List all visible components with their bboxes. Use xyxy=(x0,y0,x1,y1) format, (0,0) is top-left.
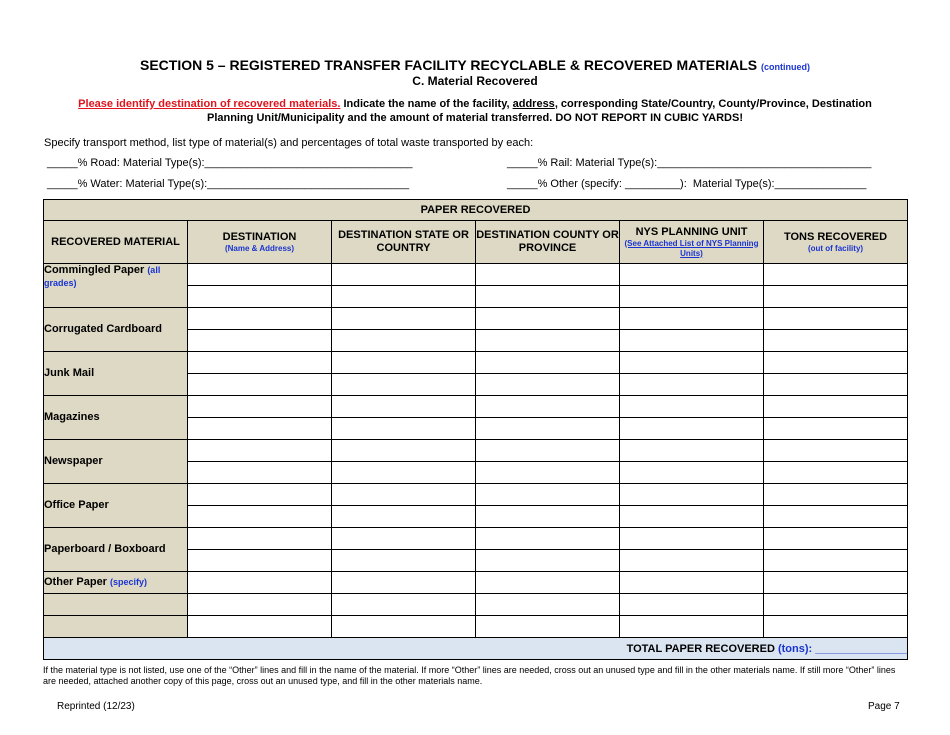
input-cell[interactable] xyxy=(620,440,764,462)
input-cell[interactable] xyxy=(332,528,476,550)
footnote: If the material type is not listed, use one of the “Other” lines and fill in the name of the material. If more “Other” lines are needed, cross out an unused type and fill in the other materials name. If still more “Other” lines are needed, attached another copy of this page, cross out an unused type, and fill in the other materials name. xyxy=(43,665,896,686)
input-cell[interactable] xyxy=(188,484,332,506)
input-cell[interactable] xyxy=(332,330,476,352)
input-cell[interactable] xyxy=(476,352,620,374)
input-cell[interactable] xyxy=(476,506,620,528)
input-cell[interactable] xyxy=(332,462,476,484)
input-cell[interactable] xyxy=(476,330,620,352)
table-row xyxy=(44,440,908,462)
input-cell[interactable] xyxy=(332,418,476,440)
input-cell[interactable] xyxy=(476,396,620,418)
input-cell[interactable] xyxy=(188,594,332,616)
input-cell[interactable] xyxy=(332,352,476,374)
input-cell[interactable] xyxy=(620,528,764,550)
input-cell[interactable] xyxy=(620,462,764,484)
input-cell[interactable] xyxy=(476,594,620,616)
input-cell[interactable] xyxy=(188,286,332,308)
input-cell[interactable] xyxy=(332,594,476,616)
input-cell[interactable] xyxy=(188,616,332,638)
material-magazines: Magazines xyxy=(44,396,188,440)
table-row xyxy=(44,572,908,594)
input-cell[interactable] xyxy=(332,550,476,572)
input-cell[interactable] xyxy=(620,550,764,572)
material-other-blank[interactable] xyxy=(44,616,188,638)
total-paper-recovered[interactable]: TOTAL PAPER RECOVERED (tons): _______________ xyxy=(44,638,908,660)
input-cell[interactable] xyxy=(476,418,620,440)
material-other-blank[interactable] xyxy=(44,594,188,616)
reprint-date: Reprinted (12/23) xyxy=(57,701,135,712)
input-cell[interactable] xyxy=(620,374,764,396)
material-paperboard: Paperboard / Boxboard xyxy=(44,528,188,572)
input-cell[interactable] xyxy=(188,330,332,352)
input-cell[interactable] xyxy=(476,616,620,638)
table-row xyxy=(44,396,908,418)
col-header-material: RECOVERED MATERIAL xyxy=(44,221,188,264)
instruction-highlight: Please identify destination of recovered materials. xyxy=(78,98,341,110)
input-cell[interactable] xyxy=(332,572,476,594)
input-cell[interactable] xyxy=(332,506,476,528)
input-cell[interactable] xyxy=(188,352,332,374)
table-row xyxy=(44,528,908,550)
table-row xyxy=(44,484,908,506)
transport-instructions: Specify transport method, list type of material(s) and percentages of total waste transported by each: xyxy=(44,137,534,149)
input-cell[interactable] xyxy=(764,506,908,528)
table-section-title: PAPER RECOVERED xyxy=(44,200,908,221)
input-cell[interactable] xyxy=(764,308,908,330)
input-cell[interactable] xyxy=(764,484,908,506)
water-transport-field[interactable]: _____% Water: Material Type(s):_________________________________ xyxy=(47,178,410,190)
input-cell[interactable] xyxy=(764,528,908,550)
material-other-paper: Other Paper (specify) xyxy=(44,572,188,594)
input-cell[interactable] xyxy=(620,286,764,308)
input-cell[interactable] xyxy=(476,440,620,462)
input-cell[interactable] xyxy=(764,440,908,462)
col-header-state: DESTINATION STATE OR COUNTRY xyxy=(332,221,476,264)
section-subtitle: C. Material Recovered xyxy=(412,74,538,88)
table-row xyxy=(44,308,908,330)
input-cell[interactable] xyxy=(476,528,620,550)
material-commingled: Commingled Paper (all grades) xyxy=(44,264,188,308)
paper-recovered-table xyxy=(43,199,908,660)
input-cell[interactable] xyxy=(620,308,764,330)
input-cell[interactable] xyxy=(188,418,332,440)
input-cell[interactable] xyxy=(332,264,476,286)
page-number: Page 7 xyxy=(868,701,900,712)
table-row xyxy=(44,594,908,616)
input-cell[interactable] xyxy=(332,308,476,330)
input-cell[interactable] xyxy=(620,506,764,528)
input-cell[interactable] xyxy=(620,396,764,418)
input-cell[interactable] xyxy=(476,462,620,484)
input-cell[interactable] xyxy=(764,286,908,308)
input-cell[interactable] xyxy=(620,264,764,286)
input-cell[interactable] xyxy=(764,264,908,286)
material-junk-mail: Junk Mail xyxy=(44,352,188,396)
input-cell[interactable] xyxy=(332,396,476,418)
table-row xyxy=(44,264,908,286)
input-cell[interactable] xyxy=(332,286,476,308)
input-cell[interactable] xyxy=(764,396,908,418)
col-header-planning-unit: NYS PLANNING UNIT (See Attached List of NYS Planning Units) xyxy=(620,221,764,264)
input-cell[interactable] xyxy=(332,440,476,462)
input-cell[interactable] xyxy=(620,484,764,506)
instructions: Please identify destination of recovered materials. Indicate the name of the facility, address, corresponding State/Country, County/Province, Destination Planning Unit/Municipality and the amount of material transferred. DO NOT REPORT IN CUBIC YARDS! xyxy=(78,98,872,124)
input-cell[interactable] xyxy=(764,594,908,616)
input-cell[interactable] xyxy=(764,418,908,440)
col-header-county: DESTINATION COUNTY OR PROVINCE xyxy=(476,221,620,264)
input-cell[interactable] xyxy=(620,616,764,638)
input-cell[interactable] xyxy=(188,440,332,462)
input-cell[interactable] xyxy=(476,550,620,572)
input-cell[interactable] xyxy=(188,396,332,418)
table-row xyxy=(44,616,908,638)
input-cell[interactable] xyxy=(764,352,908,374)
input-cell[interactable] xyxy=(764,616,908,638)
input-cell[interactable] xyxy=(476,308,620,330)
input-cell[interactable] xyxy=(764,550,908,572)
input-cell[interactable] xyxy=(332,374,476,396)
input-cell[interactable] xyxy=(620,594,764,616)
input-cell[interactable] xyxy=(476,572,620,594)
input-cell[interactable] xyxy=(188,550,332,572)
input-cell[interactable] xyxy=(476,374,620,396)
input-cell[interactable] xyxy=(188,572,332,594)
input-cell[interactable] xyxy=(764,330,908,352)
input-cell[interactable] xyxy=(620,352,764,374)
input-cell[interactable] xyxy=(764,374,908,396)
input-cell[interactable] xyxy=(620,572,764,594)
input-cell[interactable] xyxy=(188,528,332,550)
input-cell[interactable] xyxy=(188,374,332,396)
input-cell[interactable] xyxy=(476,286,620,308)
input-cell[interactable] xyxy=(476,484,620,506)
road-transport-field[interactable]: _____% Road: Material Type(s):__________________________________ xyxy=(47,157,413,169)
input-cell[interactable] xyxy=(188,462,332,484)
material-office-paper: Office Paper xyxy=(44,484,188,528)
input-cell[interactable] xyxy=(620,418,764,440)
input-cell[interactable] xyxy=(188,506,332,528)
input-cell[interactable] xyxy=(764,462,908,484)
input-cell[interactable] xyxy=(188,308,332,330)
col-header-destination: DESTINATION (Name & Address) xyxy=(188,221,332,264)
input-cell[interactable] xyxy=(764,572,908,594)
material-corrugated: Corrugated Cardboard xyxy=(44,308,188,352)
input-cell[interactable] xyxy=(332,484,476,506)
input-cell[interactable] xyxy=(188,264,332,286)
rail-transport-field[interactable]: _____% Rail: Material Type(s):___________________________________ xyxy=(507,157,872,169)
section-title: SECTION 5 – REGISTERED TRANSFER FACILITY RECYCLABLE & RECOVERED MATERIALS (continued) xyxy=(140,57,810,73)
continued-note: (continued) xyxy=(760,62,810,72)
col-header-tons: TONS RECOVERED (out of facility) xyxy=(764,221,908,264)
input-cell[interactable] xyxy=(476,264,620,286)
input-cell[interactable] xyxy=(620,330,764,352)
input-cell[interactable] xyxy=(332,616,476,638)
material-newspaper: Newspaper xyxy=(44,440,188,484)
other-transport-field[interactable]: _____% Other (specify: _________): Material Type(s):_______________ xyxy=(507,178,867,190)
table-row xyxy=(44,352,908,374)
